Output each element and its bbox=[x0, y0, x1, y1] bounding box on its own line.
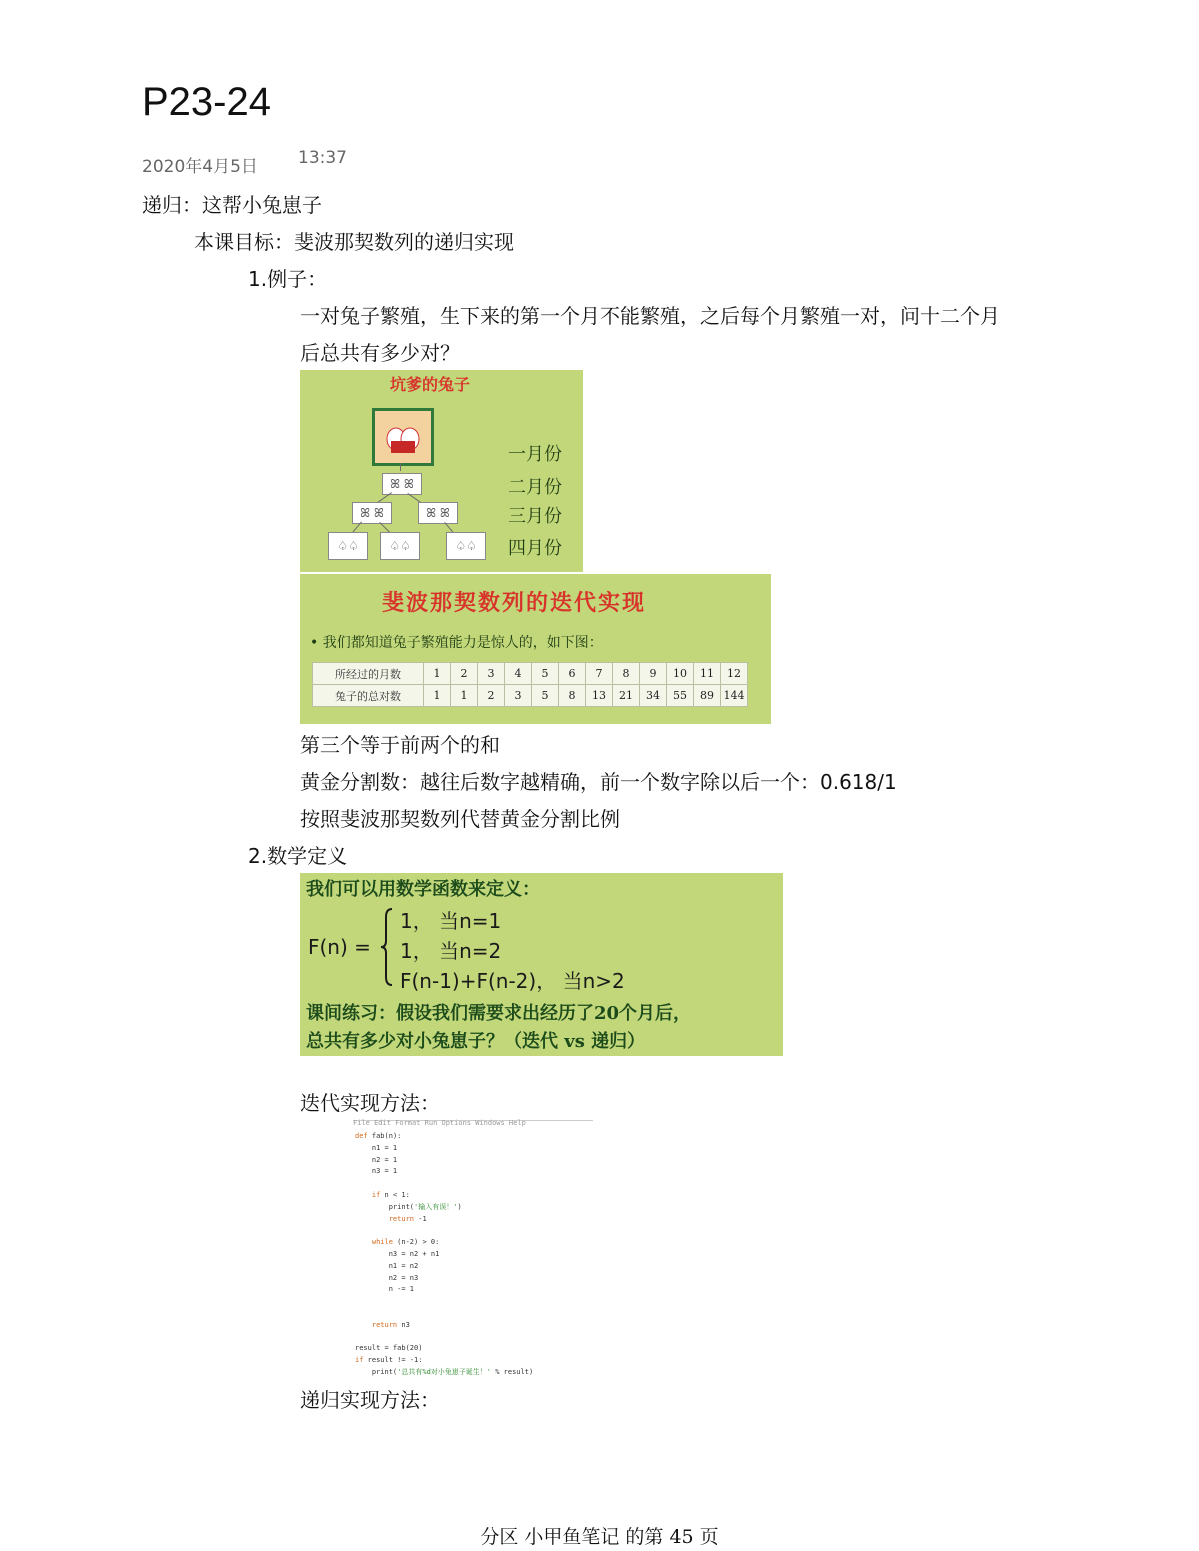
table-cell: 1 bbox=[451, 685, 478, 707]
table-cell: 5 bbox=[532, 663, 559, 685]
table-cell: 144 bbox=[721, 685, 748, 707]
lesson-goal: 本课目标：斐波那契数列的递归实现 bbox=[194, 230, 514, 254]
month-label-4: 四月份 bbox=[508, 538, 562, 559]
table-cell: 89 bbox=[694, 685, 721, 707]
note-replace: 按照斐波那契数列代替黄金分割比例 bbox=[300, 807, 620, 831]
table-cell: 1 bbox=[424, 685, 451, 707]
def-case-3: F(n-1)+F(n-2)， 当n>2 bbox=[400, 969, 625, 993]
page-title: P23-24 bbox=[142, 80, 271, 124]
def-case-2: 1， 当n=2 bbox=[400, 939, 502, 963]
rabbit-pair-image bbox=[372, 408, 434, 466]
table-cell: 34 bbox=[640, 685, 667, 707]
fib-table bbox=[312, 662, 748, 707]
row-header-pairs: 兔子的总对数 bbox=[313, 685, 424, 707]
slide-fib-iteration bbox=[300, 574, 771, 724]
table-cell: 12 bbox=[721, 663, 748, 685]
table-row bbox=[313, 663, 748, 685]
table-cell: 21 bbox=[613, 685, 640, 707]
table-cell: 3 bbox=[505, 685, 532, 707]
table-cell: 8 bbox=[613, 663, 640, 685]
rabbit-node-month3-a: ꕤ ꕤ bbox=[352, 502, 392, 524]
rabbit-node-month4-b: ♤♤ bbox=[380, 532, 420, 560]
table-cell: 7 bbox=[586, 663, 613, 685]
table-cell: 2 bbox=[451, 663, 478, 685]
slide-iter-title: 斐波那契数列的迭代实现 bbox=[382, 590, 647, 616]
month-label-3: 三月份 bbox=[508, 506, 562, 527]
table-cell: 8 bbox=[559, 685, 586, 707]
table-cell: 5 bbox=[532, 685, 559, 707]
def-slide-title: 我们可以用数学函数来定义： bbox=[306, 879, 540, 900]
def-exercise-line2: 总共有多少对小兔崽子？（迭代 vs 递归） bbox=[306, 1031, 646, 1052]
recursion-method-label: 递归实现方法： bbox=[300, 1388, 440, 1412]
table-cell: 2 bbox=[478, 685, 505, 707]
editor-menu-bar: File Edit Format Run Options Windows Help bbox=[353, 1119, 526, 1127]
rabbit-node-month2: ꕤ ꕤ bbox=[382, 473, 422, 495]
table-cell: 3 bbox=[478, 663, 505, 685]
month-label-1: 一月份 bbox=[508, 444, 562, 465]
month-label-2: 二月份 bbox=[508, 477, 562, 498]
note-sum: 第三个等于前两个的和 bbox=[300, 733, 500, 757]
table-row bbox=[313, 685, 748, 707]
def-fn: F(n) = bbox=[308, 935, 371, 959]
example-label: 1.例子： bbox=[248, 267, 328, 291]
code-screenshot-iterative bbox=[353, 1120, 593, 1379]
slide-rabbit-tree bbox=[300, 370, 583, 572]
def-case-1: 1， 当n=1 bbox=[400, 909, 502, 933]
page-footer: 分区 小甲鱼笔记 的第 45 页 bbox=[480, 1526, 719, 1548]
example-text-line1: 一对兔子繁殖，生下来的第一个月不能繁殖，之后每个月繁殖一对，问十二个月 bbox=[300, 304, 1000, 328]
rabbit-node-month4-c: ♤♤ bbox=[446, 532, 486, 560]
example-text-line2: 后总共有多少对？ bbox=[300, 341, 460, 365]
heading-recursion: 递归：这帮小兔崽子 bbox=[142, 193, 322, 217]
rabbit-node-month3-b: ꕤ ꕤ bbox=[418, 502, 458, 524]
table-cell: 9 bbox=[640, 663, 667, 685]
table-cell: 13 bbox=[586, 685, 613, 707]
page-date: 2020年4月5日 bbox=[142, 157, 258, 177]
code-iterative: def fab(n): n1 = 1 n2 = 1 n3 = 1 if n < 1: print('输入有误！') return -1 while (n-2) > 0: n3 = n2 + n1 n1 = n2 n2 = n3 n -= 1 return n3 result = fab(20) if result != -1: print('总共有%d对小兔崽子诞生！' % result) bbox=[355, 1132, 534, 1376]
table-cell: 11 bbox=[694, 663, 721, 685]
slide-iter-bullet: • 我们都知道兔子繁殖能力是惊人的，如下图： bbox=[310, 635, 603, 651]
table-cell: 55 bbox=[667, 685, 694, 707]
table-cell: 1 bbox=[424, 663, 451, 685]
rabbit-node-month4-a: ♤♤ bbox=[328, 532, 368, 560]
table-cell: 6 bbox=[559, 663, 586, 685]
def-exercise-line1: 课间练习：假设我们需要求出经历了20个月后， bbox=[306, 1003, 692, 1024]
math-definition-label: 2.数学定义 bbox=[248, 844, 348, 868]
slide-rabbit-title: 坑爹的兔子 bbox=[390, 375, 471, 394]
table-cell: 10 bbox=[667, 663, 694, 685]
page-time: 13:37 bbox=[298, 148, 347, 168]
brace-icon bbox=[380, 907, 394, 987]
note-golden-ratio: 黄金分割数：越往后数字越精确，前一个数字除以后一个：0.618/1 bbox=[300, 770, 897, 794]
iteration-method-label: 迭代实现方法： bbox=[300, 1091, 440, 1115]
table-cell: 4 bbox=[505, 663, 532, 685]
slide-math-definition bbox=[300, 873, 783, 1056]
row-header-months: 所经过的月数 bbox=[313, 663, 424, 685]
